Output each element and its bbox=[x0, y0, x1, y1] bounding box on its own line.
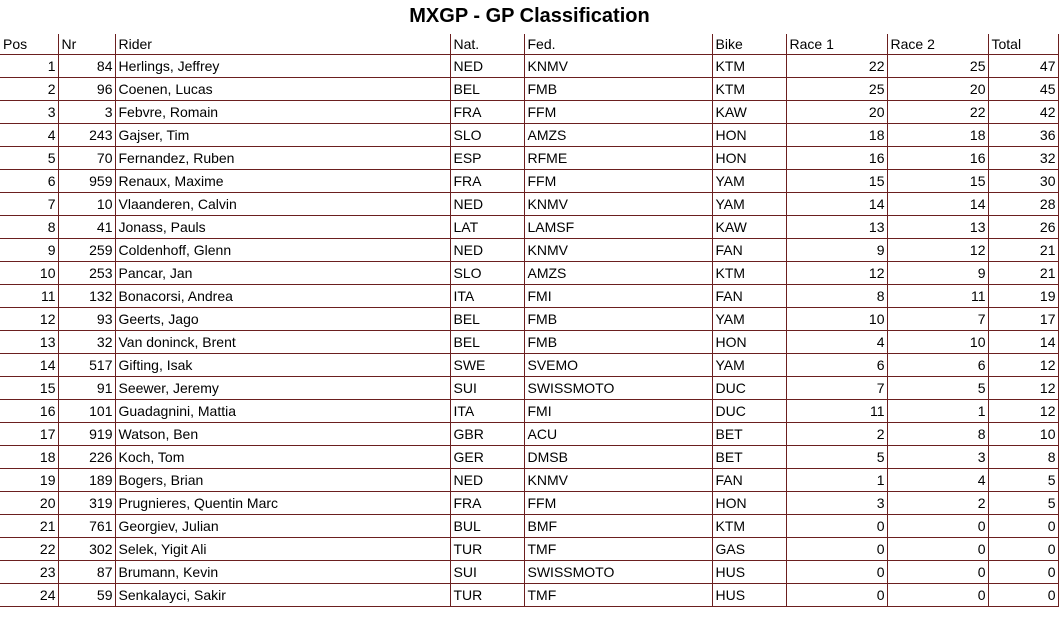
cell-total: 47 bbox=[988, 55, 1058, 78]
cell-rider: Seewer, Jeremy bbox=[115, 377, 450, 400]
classification-table bbox=[0, 34, 1059, 607]
cell-nat: FRA bbox=[450, 170, 524, 193]
cell-rider: Gifting, Isak bbox=[115, 354, 450, 377]
cell-rider: Coldenhoff, Glenn bbox=[115, 239, 450, 262]
cell-race1: 12 bbox=[786, 262, 887, 285]
cell-race2: 12 bbox=[887, 239, 988, 262]
cell-nat: GBR bbox=[450, 423, 524, 446]
cell-fed: ACU bbox=[524, 423, 712, 446]
cell-bike: KTM bbox=[712, 55, 786, 78]
cell-race1: 11 bbox=[786, 400, 887, 423]
table-row bbox=[0, 147, 1058, 170]
cell-nat: ESP bbox=[450, 147, 524, 170]
cell-nat: BEL bbox=[450, 78, 524, 101]
cell-race2: 16 bbox=[887, 147, 988, 170]
cell-total: 12 bbox=[988, 400, 1058, 423]
cell-nr: 59 bbox=[58, 584, 115, 607]
cell-race1: 13 bbox=[786, 216, 887, 239]
cell-nr: 70 bbox=[58, 147, 115, 170]
cell-pos: 23 bbox=[0, 561, 58, 584]
cell-fed: FMB bbox=[524, 331, 712, 354]
cell-nat: FRA bbox=[450, 492, 524, 515]
cell-race1: 7 bbox=[786, 377, 887, 400]
cell-race1: 0 bbox=[786, 561, 887, 584]
cell-race2: 0 bbox=[887, 515, 988, 538]
cell-rider: Vlaanderen, Calvin bbox=[115, 193, 450, 216]
cell-nat: FRA bbox=[450, 101, 524, 124]
column-header-race2: Race 2 bbox=[887, 34, 988, 55]
cell-race2: 15 bbox=[887, 170, 988, 193]
cell-pos: 13 bbox=[0, 331, 58, 354]
cell-nr: 101 bbox=[58, 400, 115, 423]
cell-nr: 259 bbox=[58, 239, 115, 262]
cell-race2: 5 bbox=[887, 377, 988, 400]
cell-bike: DUC bbox=[712, 377, 786, 400]
cell-total: 30 bbox=[988, 170, 1058, 193]
table-row bbox=[0, 446, 1058, 469]
table-row bbox=[0, 308, 1058, 331]
cell-nat: SUI bbox=[450, 561, 524, 584]
cell-nr: 243 bbox=[58, 124, 115, 147]
cell-total: 19 bbox=[988, 285, 1058, 308]
cell-race2: 7 bbox=[887, 308, 988, 331]
cell-race2: 25 bbox=[887, 55, 988, 78]
cell-pos: 19 bbox=[0, 469, 58, 492]
table-row bbox=[0, 78, 1058, 101]
cell-race2: 9 bbox=[887, 262, 988, 285]
cell-nr: 226 bbox=[58, 446, 115, 469]
cell-fed: TMF bbox=[524, 538, 712, 561]
cell-nr: 87 bbox=[58, 561, 115, 584]
cell-race1: 3 bbox=[786, 492, 887, 515]
cell-nat: TUR bbox=[450, 538, 524, 561]
cell-bike: BET bbox=[712, 423, 786, 446]
cell-total: 0 bbox=[988, 584, 1058, 607]
cell-rider: Renaux, Maxime bbox=[115, 170, 450, 193]
cell-total: 0 bbox=[988, 561, 1058, 584]
cell-nat: NED bbox=[450, 239, 524, 262]
cell-nr: 132 bbox=[58, 285, 115, 308]
table-row bbox=[0, 584, 1058, 607]
cell-pos: 15 bbox=[0, 377, 58, 400]
table-row bbox=[0, 262, 1058, 285]
cell-bike: KTM bbox=[712, 515, 786, 538]
cell-race1: 22 bbox=[786, 55, 887, 78]
table-row bbox=[0, 515, 1058, 538]
cell-fed: FMI bbox=[524, 400, 712, 423]
cell-bike: HON bbox=[712, 331, 786, 354]
table-row bbox=[0, 469, 1058, 492]
table-body bbox=[0, 55, 1058, 607]
cell-race1: 0 bbox=[786, 538, 887, 561]
column-header-fed: Fed. bbox=[524, 34, 712, 55]
cell-fed: DMSB bbox=[524, 446, 712, 469]
cell-race1: 4 bbox=[786, 331, 887, 354]
cell-nr: 10 bbox=[58, 193, 115, 216]
cell-rider: Fernandez, Ruben bbox=[115, 147, 450, 170]
cell-total: 8 bbox=[988, 446, 1058, 469]
cell-nat: NED bbox=[450, 55, 524, 78]
cell-rider: Pancar, Jan bbox=[115, 262, 450, 285]
cell-bike: KAW bbox=[712, 216, 786, 239]
cell-pos: 14 bbox=[0, 354, 58, 377]
cell-fed: FMB bbox=[524, 308, 712, 331]
cell-bike: HON bbox=[712, 492, 786, 515]
cell-nat: ITA bbox=[450, 285, 524, 308]
cell-nr: 761 bbox=[58, 515, 115, 538]
cell-rider: Watson, Ben bbox=[115, 423, 450, 446]
cell-total: 26 bbox=[988, 216, 1058, 239]
cell-bike: KAW bbox=[712, 101, 786, 124]
cell-rider: Bogers, Brian bbox=[115, 469, 450, 492]
cell-race2: 6 bbox=[887, 354, 988, 377]
cell-pos: 24 bbox=[0, 584, 58, 607]
cell-fed: FFM bbox=[524, 101, 712, 124]
cell-fed: FFM bbox=[524, 492, 712, 515]
cell-race1: 14 bbox=[786, 193, 887, 216]
cell-total: 36 bbox=[988, 124, 1058, 147]
cell-nat: ITA bbox=[450, 400, 524, 423]
cell-nat: BUL bbox=[450, 515, 524, 538]
cell-race1: 0 bbox=[786, 584, 887, 607]
cell-race1: 9 bbox=[786, 239, 887, 262]
cell-race1: 15 bbox=[786, 170, 887, 193]
column-header-pos: Pos bbox=[0, 34, 58, 55]
cell-rider: Koch, Tom bbox=[115, 446, 450, 469]
cell-fed: KNMV bbox=[524, 55, 712, 78]
cell-race2: 18 bbox=[887, 124, 988, 147]
cell-nr: 253 bbox=[58, 262, 115, 285]
page-title: MXGP - GP Classification bbox=[409, 5, 650, 27]
cell-bike: KTM bbox=[712, 78, 786, 101]
cell-pos: 20 bbox=[0, 492, 58, 515]
cell-rider: Prugnieres, Quentin Marc bbox=[115, 492, 450, 515]
cell-race1: 16 bbox=[786, 147, 887, 170]
column-header-nat: Nat. bbox=[450, 34, 524, 55]
cell-bike: DUC bbox=[712, 400, 786, 423]
cell-rider: Guadagnini, Mattia bbox=[115, 400, 450, 423]
cell-bike: HUS bbox=[712, 561, 786, 584]
column-header-total: Total bbox=[988, 34, 1058, 55]
cell-nat: GER bbox=[450, 446, 524, 469]
cell-fed: TMF bbox=[524, 584, 712, 607]
cell-race2: 4 bbox=[887, 469, 988, 492]
cell-nr: 319 bbox=[58, 492, 115, 515]
cell-total: 5 bbox=[988, 492, 1058, 515]
cell-nr: 302 bbox=[58, 538, 115, 561]
cell-pos: 9 bbox=[0, 239, 58, 262]
cell-pos: 10 bbox=[0, 262, 58, 285]
cell-nr: 3 bbox=[58, 101, 115, 124]
cell-fed: FFM bbox=[524, 170, 712, 193]
cell-pos: 1 bbox=[0, 55, 58, 78]
cell-fed: SWISSMOTO bbox=[524, 561, 712, 584]
cell-total: 28 bbox=[988, 193, 1058, 216]
cell-pos: 5 bbox=[0, 147, 58, 170]
cell-bike: KTM bbox=[712, 262, 786, 285]
table-row bbox=[0, 170, 1058, 193]
cell-fed: AMZS bbox=[524, 124, 712, 147]
cell-pos: 12 bbox=[0, 308, 58, 331]
cell-nat: SUI bbox=[450, 377, 524, 400]
table-row bbox=[0, 285, 1058, 308]
cell-race1: 18 bbox=[786, 124, 887, 147]
cell-fed: AMZS bbox=[524, 262, 712, 285]
cell-fed: KNMV bbox=[524, 469, 712, 492]
cell-pos: 2 bbox=[0, 78, 58, 101]
cell-nat: LAT bbox=[450, 216, 524, 239]
cell-total: 21 bbox=[988, 262, 1058, 285]
cell-race1: 1 bbox=[786, 469, 887, 492]
cell-race2: 8 bbox=[887, 423, 988, 446]
cell-race1: 5 bbox=[786, 446, 887, 469]
cell-nr: 959 bbox=[58, 170, 115, 193]
cell-fed: RFME bbox=[524, 147, 712, 170]
cell-fed: KNMV bbox=[524, 193, 712, 216]
cell-rider: Brumann, Kevin bbox=[115, 561, 450, 584]
table-row bbox=[0, 492, 1058, 515]
table-row bbox=[0, 400, 1058, 423]
cell-total: 21 bbox=[988, 239, 1058, 262]
cell-nr: 517 bbox=[58, 354, 115, 377]
cell-nat: SWE bbox=[450, 354, 524, 377]
cell-race1: 2 bbox=[786, 423, 887, 446]
cell-race2: 2 bbox=[887, 492, 988, 515]
cell-nr: 91 bbox=[58, 377, 115, 400]
cell-fed: KNMV bbox=[524, 239, 712, 262]
cell-rider: Van doninck, Brent bbox=[115, 331, 450, 354]
cell-fed: SVEMO bbox=[524, 354, 712, 377]
cell-total: 12 bbox=[988, 354, 1058, 377]
cell-nr: 96 bbox=[58, 78, 115, 101]
cell-total: 32 bbox=[988, 147, 1058, 170]
column-header-bike: Bike bbox=[712, 34, 786, 55]
cell-nr: 93 bbox=[58, 308, 115, 331]
column-header-rider: Rider bbox=[115, 34, 450, 55]
table-row bbox=[0, 423, 1058, 446]
cell-pos: 11 bbox=[0, 285, 58, 308]
cell-fed: BMF bbox=[524, 515, 712, 538]
column-header-nr: Nr bbox=[58, 34, 115, 55]
cell-fed: LAMSF bbox=[524, 216, 712, 239]
cell-race2: 11 bbox=[887, 285, 988, 308]
cell-total: 17 bbox=[988, 308, 1058, 331]
cell-nat: NED bbox=[450, 469, 524, 492]
column-header-race1: Race 1 bbox=[786, 34, 887, 55]
cell-race2: 10 bbox=[887, 331, 988, 354]
cell-nat: SLO bbox=[450, 124, 524, 147]
cell-nat: TUR bbox=[450, 584, 524, 607]
cell-race2: 0 bbox=[887, 584, 988, 607]
cell-nat: BEL bbox=[450, 308, 524, 331]
table-row bbox=[0, 331, 1058, 354]
cell-nat: BEL bbox=[450, 331, 524, 354]
cell-nr: 84 bbox=[58, 55, 115, 78]
cell-pos: 21 bbox=[0, 515, 58, 538]
cell-total: 5 bbox=[988, 469, 1058, 492]
cell-pos: 16 bbox=[0, 400, 58, 423]
cell-bike: BET bbox=[712, 446, 786, 469]
cell-rider: Herlings, Jeffrey bbox=[115, 55, 450, 78]
cell-race1: 8 bbox=[786, 285, 887, 308]
cell-total: 42 bbox=[988, 101, 1058, 124]
cell-rider: Coenen, Lucas bbox=[115, 78, 450, 101]
table-row bbox=[0, 216, 1058, 239]
cell-bike: HON bbox=[712, 147, 786, 170]
cell-rider: Georgiev, Julian bbox=[115, 515, 450, 538]
cell-bike: YAM bbox=[712, 354, 786, 377]
cell-total: 45 bbox=[988, 78, 1058, 101]
cell-total: 0 bbox=[988, 538, 1058, 561]
cell-nr: 919 bbox=[58, 423, 115, 446]
table-row bbox=[0, 561, 1058, 584]
cell-pos: 4 bbox=[0, 124, 58, 147]
cell-bike: FAN bbox=[712, 239, 786, 262]
cell-bike: YAM bbox=[712, 308, 786, 331]
cell-race1: 0 bbox=[786, 515, 887, 538]
cell-total: 0 bbox=[988, 515, 1058, 538]
cell-pos: 6 bbox=[0, 170, 58, 193]
cell-fed: FMI bbox=[524, 285, 712, 308]
table-row bbox=[0, 55, 1058, 78]
cell-pos: 8 bbox=[0, 216, 58, 239]
cell-bike: GAS bbox=[712, 538, 786, 561]
cell-nr: 32 bbox=[58, 331, 115, 354]
cell-pos: 18 bbox=[0, 446, 58, 469]
cell-race2: 1 bbox=[887, 400, 988, 423]
cell-race2: 14 bbox=[887, 193, 988, 216]
table-row bbox=[0, 193, 1058, 216]
table-row bbox=[0, 124, 1058, 147]
cell-bike: HUS bbox=[712, 584, 786, 607]
cell-bike: HON bbox=[712, 124, 786, 147]
cell-nat: NED bbox=[450, 193, 524, 216]
cell-race1: 25 bbox=[786, 78, 887, 101]
table-row bbox=[0, 538, 1058, 561]
cell-nr: 189 bbox=[58, 469, 115, 492]
cell-bike: YAM bbox=[712, 170, 786, 193]
cell-total: 10 bbox=[988, 423, 1058, 446]
table-row bbox=[0, 377, 1058, 400]
cell-bike: FAN bbox=[712, 285, 786, 308]
cell-bike: FAN bbox=[712, 469, 786, 492]
cell-bike: YAM bbox=[712, 193, 786, 216]
cell-rider: Gajser, Tim bbox=[115, 124, 450, 147]
cell-pos: 17 bbox=[0, 423, 58, 446]
cell-nr: 41 bbox=[58, 216, 115, 239]
cell-race2: 0 bbox=[887, 561, 988, 584]
cell-nat: SLO bbox=[450, 262, 524, 285]
cell-rider: Jonass, Pauls bbox=[115, 216, 450, 239]
cell-rider: Febvre, Romain bbox=[115, 101, 450, 124]
cell-total: 14 bbox=[988, 331, 1058, 354]
table-header-row bbox=[0, 34, 1058, 55]
table-row bbox=[0, 239, 1058, 262]
cell-race1: 20 bbox=[786, 101, 887, 124]
table-row bbox=[0, 354, 1058, 377]
cell-fed: FMB bbox=[524, 78, 712, 101]
cell-total: 12 bbox=[988, 377, 1058, 400]
table-row bbox=[0, 101, 1058, 124]
cell-race2: 13 bbox=[887, 216, 988, 239]
cell-pos: 22 bbox=[0, 538, 58, 561]
cell-pos: 7 bbox=[0, 193, 58, 216]
cell-race2: 0 bbox=[887, 538, 988, 561]
cell-race2: 22 bbox=[887, 101, 988, 124]
cell-rider: Selek, Yigit Ali bbox=[115, 538, 450, 561]
cell-race2: 3 bbox=[887, 446, 988, 469]
cell-pos: 3 bbox=[0, 101, 58, 124]
cell-rider: Bonacorsi, Andrea bbox=[115, 285, 450, 308]
cell-rider: Geerts, Jago bbox=[115, 308, 450, 331]
cell-rider: Senkalayci, Sakir bbox=[115, 584, 450, 607]
cell-race2: 20 bbox=[887, 78, 988, 101]
cell-fed: SWISSMOTO bbox=[524, 377, 712, 400]
cell-race1: 10 bbox=[786, 308, 887, 331]
cell-race1: 6 bbox=[786, 354, 887, 377]
